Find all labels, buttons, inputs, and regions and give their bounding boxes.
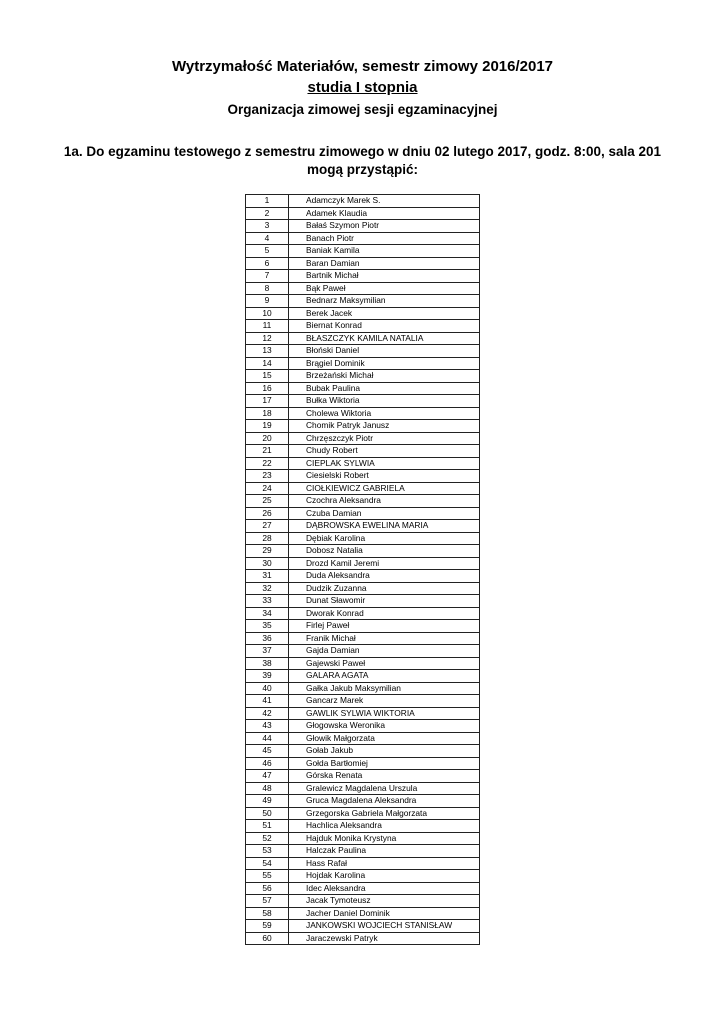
student-name-cell: Baran Damian	[289, 257, 480, 270]
student-name-cell: JANKOWSKI WOJCIECH STANISŁAW	[289, 920, 480, 933]
student-number-cell: 54	[246, 857, 289, 870]
student-name-cell: Gruca Magdalena Aleksandra	[289, 795, 480, 808]
table-row	[246, 307, 480, 320]
student-list-table	[245, 194, 480, 945]
table-row	[246, 357, 480, 370]
student-number-cell: 14	[246, 357, 289, 370]
table-row	[246, 507, 480, 520]
student-number-cell: 1	[246, 195, 289, 208]
student-number-cell: 24	[246, 482, 289, 495]
student-number-cell: 57	[246, 895, 289, 908]
student-number-cell: 6	[246, 257, 289, 270]
student-number-cell: 8	[246, 282, 289, 295]
student-number-cell: 36	[246, 632, 289, 645]
table-row	[246, 682, 480, 695]
table-row	[246, 207, 480, 220]
student-name-cell: Hachlica Aleksandra	[289, 820, 480, 833]
student-name-cell: Czochra Aleksandra	[289, 495, 480, 508]
student-name-cell: Gajda Damian	[289, 645, 480, 658]
student-name-cell: Gałka Jakub Maksymilian	[289, 682, 480, 695]
student-number-cell: 30	[246, 557, 289, 570]
student-number-cell: 60	[246, 932, 289, 945]
table-row	[246, 545, 480, 558]
student-number-cell: 11	[246, 320, 289, 333]
table-row	[246, 570, 480, 583]
student-number-cell: 45	[246, 745, 289, 758]
student-name-cell: Bednarz Maksymilian	[289, 295, 480, 308]
table-row	[246, 882, 480, 895]
student-number-cell: 52	[246, 832, 289, 845]
table-row	[246, 595, 480, 608]
student-name-cell: Błoński Daniel	[289, 345, 480, 358]
student-number-cell: 34	[246, 607, 289, 620]
table-row	[246, 532, 480, 545]
table-row	[246, 282, 480, 295]
table-row	[246, 582, 480, 595]
student-number-cell: 33	[246, 595, 289, 608]
student-name-cell: Gołab Jakub	[289, 745, 480, 758]
student-name-cell: Brzeżański Michał	[289, 370, 480, 383]
student-name-cell: GALARA AGATA	[289, 670, 480, 683]
student-number-cell: 19	[246, 420, 289, 433]
student-number-cell: 22	[246, 457, 289, 470]
table-row	[246, 345, 480, 358]
student-number-cell: 43	[246, 720, 289, 733]
student-name-cell: Gralewicz Magdalena Urszula	[289, 782, 480, 795]
student-name-cell: Drozd Kamil Jeremi	[289, 557, 480, 570]
student-name-cell: CIEPLAK SYLWIA	[289, 457, 480, 470]
student-name-cell: Chomik Patryk Janusz	[289, 420, 480, 433]
table-row	[246, 557, 480, 570]
student-number-cell: 32	[246, 582, 289, 595]
student-number-cell: 53	[246, 845, 289, 858]
table-row	[246, 232, 480, 245]
student-name-cell: BŁASZCZYK KAMILA NATALIA	[289, 332, 480, 345]
student-number-cell: 39	[246, 670, 289, 683]
student-list-body	[246, 195, 480, 945]
table-row	[246, 695, 480, 708]
student-number-cell: 48	[246, 782, 289, 795]
table-row	[246, 220, 480, 233]
student-name-cell: Bułka Wiktoria	[289, 395, 480, 408]
table-row	[246, 745, 480, 758]
student-name-cell: Dobosz Natalia	[289, 545, 480, 558]
student-number-cell: 59	[246, 920, 289, 933]
student-number-cell: 35	[246, 620, 289, 633]
student-number-cell: 37	[246, 645, 289, 658]
table-row	[246, 407, 480, 420]
student-number-cell: 38	[246, 657, 289, 670]
student-number-cell: 16	[246, 382, 289, 395]
table-row	[246, 420, 480, 433]
student-number-cell: 40	[246, 682, 289, 695]
table-row	[246, 657, 480, 670]
student-name-cell: Baniak Kamila	[289, 245, 480, 258]
student-number-cell: 55	[246, 870, 289, 883]
table-row	[246, 620, 480, 633]
table-row	[246, 757, 480, 770]
student-number-cell: 26	[246, 507, 289, 520]
table-row	[246, 432, 480, 445]
student-name-cell: Berek Jacek	[289, 307, 480, 320]
table-row	[246, 670, 480, 683]
student-name-cell: Dunat Sławomir	[289, 595, 480, 608]
table-row	[246, 770, 480, 783]
document-subtitle: studia I stopnia	[307, 79, 418, 96]
student-number-cell: 44	[246, 732, 289, 745]
student-number-cell: 47	[246, 770, 289, 783]
student-name-cell: Gołda Bartłomiej	[289, 757, 480, 770]
table-row	[246, 245, 480, 258]
table-row	[246, 257, 480, 270]
table-row	[246, 495, 480, 508]
student-number-cell: 50	[246, 807, 289, 820]
student-number-cell: 20	[246, 432, 289, 445]
table-row	[246, 820, 480, 833]
student-number-cell: 15	[246, 370, 289, 383]
table-row	[246, 382, 480, 395]
student-number-cell: 49	[246, 795, 289, 808]
student-name-cell: Gancarz Marek	[289, 695, 480, 708]
student-number-cell: 28	[246, 532, 289, 545]
student-number-cell: 29	[246, 545, 289, 558]
student-name-cell: Grzegorska Gabriela Małgorzata	[289, 807, 480, 820]
student-name-cell: Bartnik Michał	[289, 270, 480, 283]
student-number-cell: 17	[246, 395, 289, 408]
student-number-cell: 2	[246, 207, 289, 220]
table-row	[246, 932, 480, 945]
table-row	[246, 707, 480, 720]
student-number-cell: 56	[246, 882, 289, 895]
student-number-cell: 12	[246, 332, 289, 345]
student-name-cell: Dębiak Karolina	[289, 532, 480, 545]
student-name-cell: Biernat Konrad	[289, 320, 480, 333]
table-row	[246, 632, 480, 645]
student-name-cell: Bubak Paulina	[289, 382, 480, 395]
student-name-cell: Jacak Tymoteusz	[289, 895, 480, 908]
student-name-cell: Ciesielski Robert	[289, 470, 480, 483]
student-name-cell: Jaraczewski Patryk	[289, 932, 480, 945]
table-row	[246, 520, 480, 533]
student-number-cell: 7	[246, 270, 289, 283]
student-name-cell: Cholewa Wiktoria	[289, 407, 480, 420]
student-name-cell: GAWLIK SYLWIA WIKTORIA	[289, 707, 480, 720]
table-row	[246, 320, 480, 333]
student-number-cell: 5	[246, 245, 289, 258]
table-row	[246, 782, 480, 795]
student-number-cell: 13	[246, 345, 289, 358]
student-number-cell: 4	[246, 232, 289, 245]
student-name-cell: Gajewski Paweł	[289, 657, 480, 670]
table-row	[246, 857, 480, 870]
table-row	[246, 870, 480, 883]
table-row	[246, 832, 480, 845]
table-row	[246, 645, 480, 658]
table-row	[246, 845, 480, 858]
student-name-cell: Chrzęszczyk Piotr	[289, 432, 480, 445]
table-row	[246, 807, 480, 820]
student-name-cell: Bałaś Szymon Piotr	[289, 220, 480, 233]
table-row	[246, 720, 480, 733]
student-name-cell: Głogowska Weronika	[289, 720, 480, 733]
student-name-cell: Brągiel Dominik	[289, 357, 480, 370]
table-row	[246, 445, 480, 458]
table-row	[246, 895, 480, 908]
student-name-cell: Adamek Klaudia	[289, 207, 480, 220]
table-row	[246, 732, 480, 745]
student-number-cell: 46	[246, 757, 289, 770]
student-name-cell: Chudy Robert	[289, 445, 480, 458]
student-name-cell: Firlej Paweł	[289, 620, 480, 633]
table-row	[246, 470, 480, 483]
table-row	[246, 332, 480, 345]
document-title: Wytrzymałość Materiałów, semestr zimowy 2016/2017	[171, 58, 554, 75]
student-number-cell: 58	[246, 907, 289, 920]
table-row	[246, 370, 480, 383]
exam-notice-line1: 1a. Do egzaminu testowego z semestru zimowego w dniu 02 lutego 2017, godz. 8:00, sala 201	[63, 144, 662, 159]
student-number-cell: 9	[246, 295, 289, 308]
student-name-cell: Hojdak Karolina	[289, 870, 480, 883]
student-name-cell: Hajduk Monika Krystyna	[289, 832, 480, 845]
exam-notice-line2: mogą przystąpić:	[306, 162, 419, 177]
table-row	[246, 195, 480, 208]
student-name-cell: DĄBROWSKA EWELINA MARIA	[289, 520, 480, 533]
student-name-cell: Adamczyk Marek S.	[289, 195, 480, 208]
table-row	[246, 395, 480, 408]
student-name-cell: Banach Piotr	[289, 232, 480, 245]
student-name-cell: Dudzik Zuzanna	[289, 582, 480, 595]
student-number-cell: 27	[246, 520, 289, 533]
table-row	[246, 270, 480, 283]
student-name-cell: Hass Rafał	[289, 857, 480, 870]
student-number-cell: 10	[246, 307, 289, 320]
student-name-cell: Idec Aleksandra	[289, 882, 480, 895]
student-name-cell: Halczak Paulina	[289, 845, 480, 858]
student-number-cell: 3	[246, 220, 289, 233]
table-row	[246, 607, 480, 620]
student-number-cell: 21	[246, 445, 289, 458]
table-row	[246, 920, 480, 933]
student-name-cell: Dworak Konrad	[289, 607, 480, 620]
table-row	[246, 457, 480, 470]
table-row	[246, 482, 480, 495]
student-number-cell: 42	[246, 707, 289, 720]
student-name-cell: CIOŁKIEWICZ GABRIELA	[289, 482, 480, 495]
student-name-cell: Górska Renata	[289, 770, 480, 783]
table-row	[246, 907, 480, 920]
student-number-cell: 41	[246, 695, 289, 708]
student-number-cell: 25	[246, 495, 289, 508]
student-name-cell: Bąk Paweł	[289, 282, 480, 295]
student-name-cell: Czuba Damian	[289, 507, 480, 520]
student-name-cell: Franik Michał	[289, 632, 480, 645]
student-number-cell: 51	[246, 820, 289, 833]
section-heading: Organizacja zimowej sesji egzaminacyjnej	[227, 102, 498, 117]
student-number-cell: 31	[246, 570, 289, 583]
student-name-cell: Głowik Małgorzata	[289, 732, 480, 745]
table-row	[246, 795, 480, 808]
table-row	[246, 295, 480, 308]
student-name-cell: Duda Aleksandra	[289, 570, 480, 583]
student-number-cell: 18	[246, 407, 289, 420]
student-name-cell: Jacher Daniel Dominik	[289, 907, 480, 920]
student-number-cell: 23	[246, 470, 289, 483]
